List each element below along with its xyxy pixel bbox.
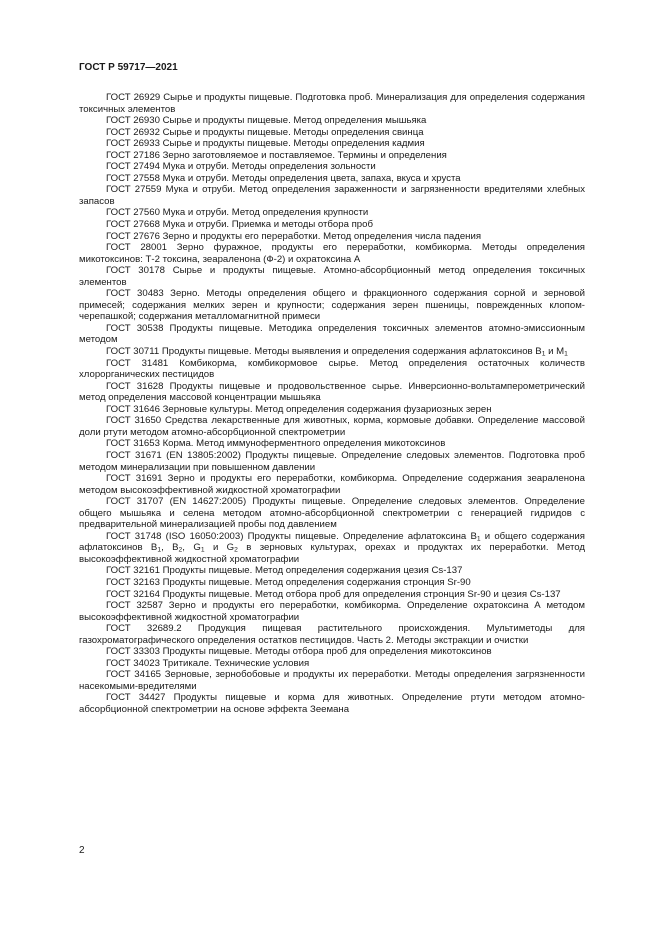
reference-entry: ГОСТ 32164 Продукты пищевые. Метод отбора проб для определения стронция Sr-90 и цезия Cs-137 (106, 588, 561, 600)
reference-entry: ГОСТ 31671 (EN 13805:2002) Продукты пищевые. Определение следовых элементов. Подготовка проб методом минерализации при повышенном давлении (79, 449, 585, 473)
reference-entry: ГОСТ 32587 Зерно и продукты его переработки, комбикорма. Определение охратоксина А методом высокоэффективной жидкостной хроматографии (79, 600, 585, 623)
reference-entry: ГОСТ 31650 Средства лекарственные для животных, корма, кормовые добавки. Определение массовой доли ртути методом атомно-абсорбционной спектрометрии (79, 415, 585, 438)
reference-entry: ГОСТ 26930 Сырье и продукты пищевые. Метод определения мышьяка (106, 115, 427, 127)
reference-entry: ГОСТ 27559 Мука и отруби. Метод определения зараженности и загрязненности вредителями хлебных запасов (79, 184, 585, 207)
reference-entry: ГОСТ 32689.2 Продукция пищевая растительного происхождения. Мультиметоды для газохроматографического определения остатков пестицидов. Часть 2. Методы экстракции и очистки (79, 623, 585, 646)
reference-entry: ГОСТ 28001 Зерно фуражное, продукты его переработки, комбикорма. Методы определения микотоксинов: Т-2 токсина, зеараленона (Ф-2) и охратоксина А (79, 242, 585, 265)
reference-entry: ГОСТ 30483 Зерно. Методы определения общего и фракционного содержания сорной и зерновой примесей; содержания мелких зерен и крупности; содержания зерен пшеницы, поврежденных клопом-черепашкой; содержания металломагнитной примеси (79, 288, 585, 323)
reference-entry: ГОСТ 31646 Зерновые культуры. Метод определения содержания фузариозных зерен (106, 403, 492, 415)
reference-entry: ГОСТ 27186 Зерно заготовляемое и поставляемое. Термины и определения (106, 149, 447, 161)
reference-entry: ГОСТ 30538 Продукты пищевые. Методика определения токсичных элементов атомно-эмиссионным методом (79, 322, 585, 346)
reference-entry: ГОСТ 31481 Комбикорма, комбикормовое сырье. Метод определения остаточных количеств хлорорганических пестицидов (79, 357, 585, 381)
reference-entry: ГОСТ 30711 Продукты пищевые. Методы выявления и определения содержания афлатоксинов $B_1$ и $M_1$ (106, 346, 568, 358)
reference-list (79, 92, 585, 716)
reference-entry: ГОСТ 27558 Мука и отруби. Методы определения цвета, запаха, вкуса и хруста (106, 172, 461, 184)
reference-entry: ГОСТ 32161 Продукты пищевые. Метод определения содержания цезия Cs-137 (106, 565, 463, 577)
document-header: ГОСТ Р 59717—2021 (79, 62, 178, 73)
reference-entry: ГОСТ 27560 Мука и отруби. Метод определения крупности (106, 207, 369, 219)
reference-entry: ГОСТ 27494 Мука и отруби. Методы определения зольности (106, 161, 376, 173)
reference-entry: ГОСТ 26929 Сырье и продукты пищевые. Подготовка проб. Минерализация для определения содержания токсичных элементов (79, 92, 585, 115)
reference-entry: ГОСТ 27668 Мука и отруби. Приемка и методы отбора проб (106, 219, 373, 231)
reference-entry: ГОСТ 34427 Продукты пищевые и корма для животных. Определение ртути методом атомно-абсорбционной спектрометрии на основе эффекта Зеемана (79, 692, 585, 715)
reference-entry: ГОСТ 27676 Зерно и продукты его переработки. Метод определения числа падения (106, 230, 482, 242)
reference-entry: ГОСТ 31691 Зерно и продукты его переработки, комбикорма. Определение содержания зеараленона методом высокоэффективной жидкостной хроматографии (79, 473, 585, 496)
reference-entry: ГОСТ 34165 Зерновые, зернобобовые и продукты их переработки. Методы определения загрязненности насекомыми-вредителями (79, 669, 585, 692)
reference-entry: ГОСТ 31707 (EN 14627:2005) Продукты пищевые. Определение следовых элементов. Определение общего мышьяка и селена методом атомно-абсорбционной спектрометрии с генерацией гидридов с предварительной минерализацией пробы под давлением (79, 496, 585, 531)
reference-entry: ГОСТ 33303 Продукты пищевые. Методы отбора проб для определения микотоксинов (106, 646, 492, 658)
reference-entry: ГОСТ 26933 Сырье и продукты пищевые. Методы определения кадмия (106, 138, 425, 150)
reference-entry: ГОСТ 30178 Сырье и продукты пищевые. Атомно-абсорбционный метод определения токсичных элементов (79, 265, 585, 288)
reference-entry: ГОСТ 31748 (ISO 16050:2003) Продукты пищевые. Определение афлатоксина $B_1$ и общего содержания афлатоксинов $B_1$, $B_2$, $G_1$ и $G_2$ в зерновых культурах, орехах и продуктах их переработки. Метод высокоэффективной жидкостной хроматографии (79, 530, 586, 565)
reference-entry: ГОСТ 31653 Корма. Метод иммуноферментного определения микотоксинов (106, 438, 446, 450)
reference-entry: ГОСТ 32163 Продукты пищевые. Метод определения содержания стронция Sr-90 (106, 576, 471, 588)
reference-entry: ГОСТ 26932 Сырье и продукты пищевые. Методы определения свинца (106, 126, 424, 138)
reference-entry: ГОСТ 34023 Тритикале. Технические условия (106, 657, 310, 669)
reference-entry: ГОСТ 31628 Продукты пищевые и продовольственное сырье. Инверсионно-вольтамперометрический метод определения массовой концентрации мышьяка (79, 380, 585, 404)
page-number: 2 (79, 845, 85, 856)
